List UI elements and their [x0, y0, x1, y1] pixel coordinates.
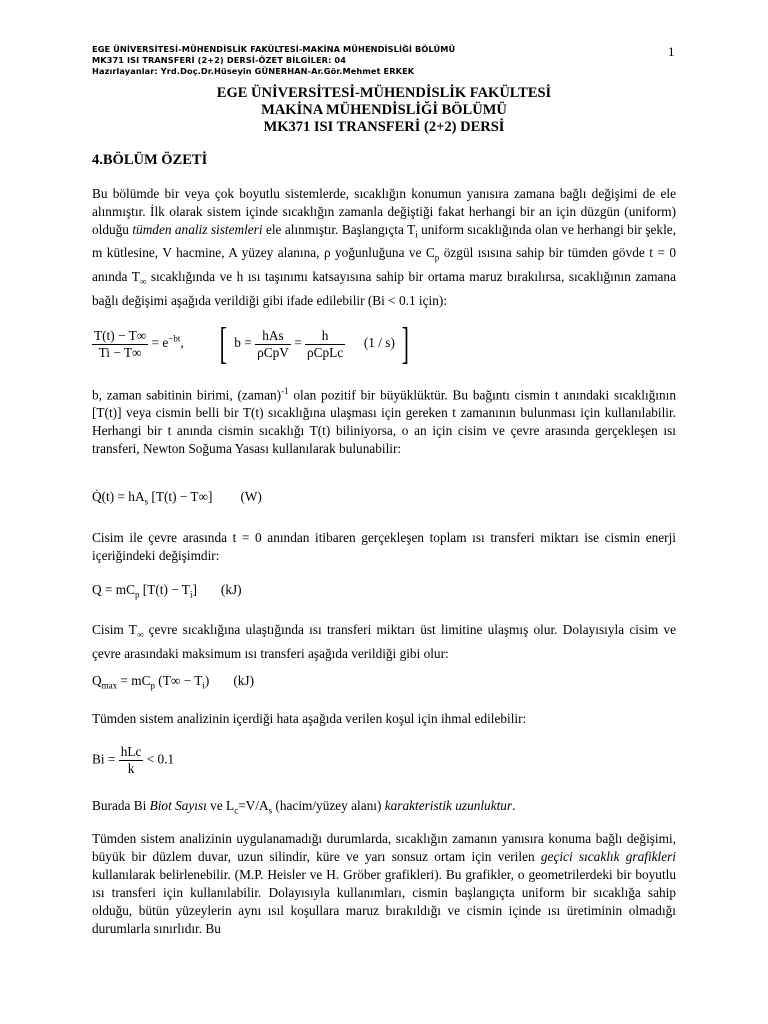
- title-line-2: MAKİNA MÜHENDİSLİĞİ BÖLÜMÜ: [261, 102, 507, 118]
- paragraph-max-heat: Cisim $T_\infty$ çevre sıcaklığına ulaştığında ısı transferi miktarı üst limitine ulaşmış olur. Dolayısıyla cisim ve çevre arasındaki maksimum ısı transferi aşağıda verildiği gibi olur:: [92, 622, 677, 661]
- paragraph-intro: Bu bölümde bir veya çok boyutlu sistemlerde, sıcaklığın konumun yanısıra zamana bağlı değişimi de ele alınmıştır. İlk olarak sistem içinde sıcaklığın zamanla değiştiği fakat herhangi bir an için düzgün (uniform) olduğu tümden analiz sistemleri ele alınmıştır. Başlangıçta $T_i$ uniform sıcaklığında olan ve herhangi bir şekle, m kütlesine, V hacmine, A yüzey alanına, ρ yoğunluğuna ve $C_p$ özgül ısısına sahip bir tümden gövde t = 0 anında $T_\infty$ sıcaklığında ve h ısı taşınımı katsayısına sahip bir ortama maruz bırakılırsa, sıcaklığının zamana bağlı değişimi aşağıda verildiği gibi ifade edilebilir (Bi < 0.1 için):: [92, 186, 677, 308]
- paragraph-time-constant: b, zaman sabitinin birimi, (zaman)$^{-1}$ olan pozitif bir büyüklüktür. Bu bağıntı cismin t anındaki sıcaklığının [T(t)] veya cismin belli bir T(t) sıcaklığına ulaşması için gereken t zamanının bulunması için kullanılabilir. Herhangi bir t anında cismin sıcaklığı T(t) biliniyorsa, o an için cisim ve çevre arasında gerçekleşen ısı transferi, Newton Soğuma Yasası kullanılarak bulunabilir:: [92, 386, 676, 457]
- right-bracket: ]: [401, 319, 410, 368]
- header-line-3: Hazırlayanlar: Yrd.Doç.Dr.Hüseyin GÜNERHAN-Ar.Gör.Mehmet ERKEK: [92, 66, 415, 76]
- equation-lumped-temperature: $\frac{T(t) - T\infty}{Ti - T\infty}$ = $e^{-bt}$, [ b = $\frac{\text{hAs}}{\text{ρCpV}}$ = $\frac{h}{\text{ρCpLc}}$ (1 / s) ]: [94, 319, 410, 368]
- paragraph-transient-charts: Tümden sistem analizinin uygulanamadığı durumlarda, sıcaklığın zamanın yanısıra konuma bağlı değişimi, büyük bir düzlem duvar, uzun silindir, küre ve yarı sonsuz ortam için verilen geçici sıcaklık grafikleri kullanılarak belirlenebilir. (M.P. Heisler ve H. Gröber grafikleri). Bu grafikler, o geometrilerdeki bir boyutlu ısı transferi için kullanılabilir. Dolayısıyla kullanımları, cismin başlangıçta uniform bir sıcaklığa sahip olduğu, bütün yüzeylerin aynı ısıl koşullara maruz bırakıldığı ve cismin içinde ısı üretiminin olmadığı durumlarla sınırlıdır. Bu: [92, 831, 676, 936]
- fraction-temp-ratio: $\frac{T(t) - T\infty}{Ti - T\infty}$: [94, 327, 147, 360]
- equation-max-heat: $Q_{max} = mC_p$ $(T\infty - T_i)$ (kJ): [92, 673, 254, 691]
- title-line-3: MK371 ISI TRANSFERİ (2+2) DERSİ: [263, 119, 505, 135]
- paragraph-biot-definition: Burada Bi Biot Sayısı ve $L_c=V/A_s$ (hacim/yüzey alanı) karakteristik uzunluktur.: [92, 798, 516, 816]
- equation-heat-rate: Q̇(t) = $hA_s$ [T(t) − T∞] (W): [92, 489, 262, 507]
- fraction-b-2: $\frac{h}{\text{ρCpLc}}$: [307, 327, 344, 360]
- page-number: 1: [668, 44, 675, 59]
- title-line-1: EGE ÜNİVERSİTESİ-MÜHENDİSLİK FAKÜLTESİ: [216, 85, 552, 101]
- header-line-1: EGE ÜNİVERSİTESİ-MÜHENDİSLİK FAKÜLTESİ-MAKİNA MÜHENDİSLİĞİ BÖLÜMÜ: [92, 44, 456, 54]
- header-line-2: MK371 ISI TRANSFERİ (2+2) DERSİ-ÖZET BİLGİLER: 04: [92, 55, 346, 65]
- fraction-b-1: $\frac{\text{hAs}}{\text{ρCpV}}$: [257, 327, 289, 360]
- section-title: 4.BÖLÜM ÖZETİ: [92, 152, 208, 168]
- fraction-biot: $\frac{\text{hLc}}{k}$: [120, 744, 142, 776]
- equation-total-heat: $Q = mC_p$ $[T(t) - T_i]$ (kJ): [92, 582, 242, 600]
- left-bracket: [: [219, 319, 228, 368]
- equation-biot-condition: Bi = $\frac{\text{hLc}}{k}$ < 0.1: [92, 744, 175, 776]
- paragraph-error-condition: Tümden sistem analizinin içerdiği hata aşağıda verilen koşul için ihmal edilebilir:: [92, 711, 527, 726]
- paragraph-total-heat: Cisim ile çevre arasında t = 0 anından itibaren gerçekleşen toplam ısı transferi miktarı ise cismin enerji içeriğindeki değişimdir:: [92, 530, 676, 563]
